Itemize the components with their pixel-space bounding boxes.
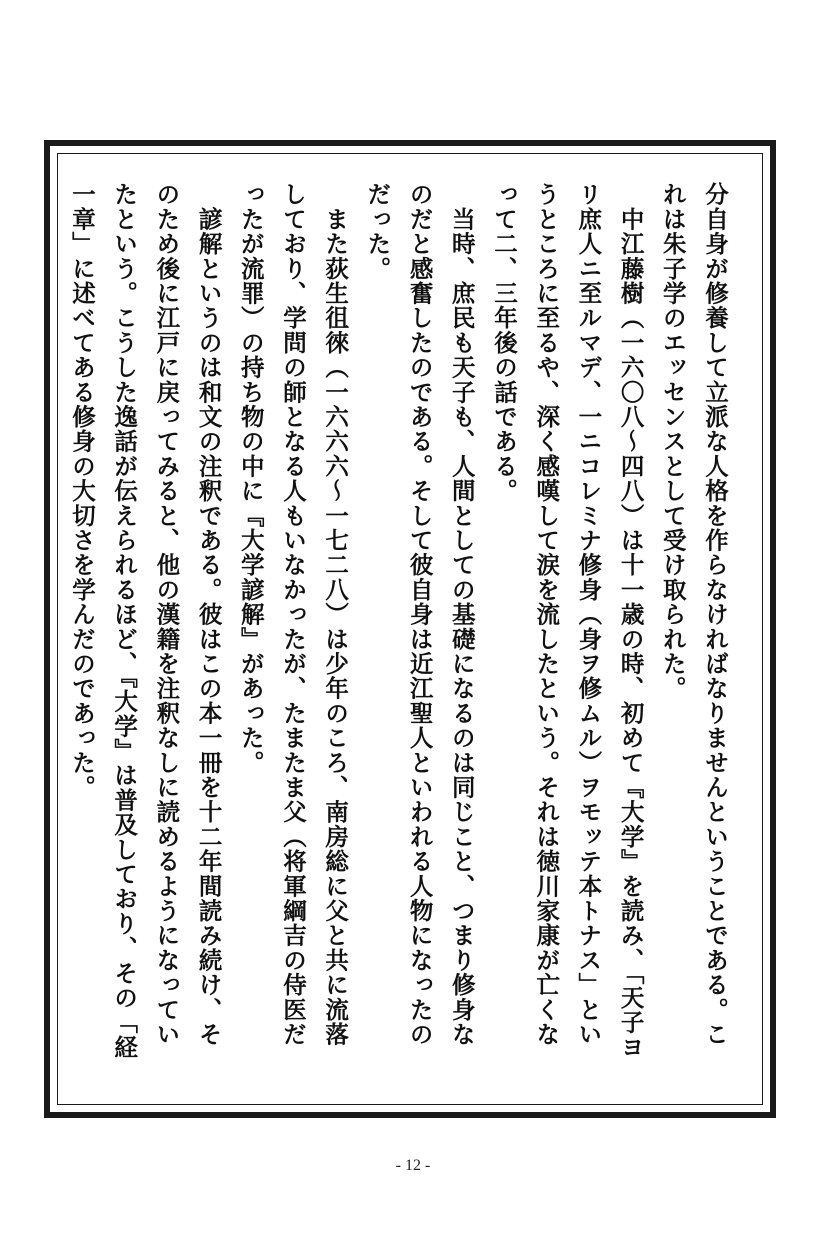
paragraph-5: 諺解というのは和文の注釈である。彼はこの本一冊を十二年間読み続け、そのため後に江戸に戻ってみると、他の漢籍を注釈なしに読めるようになっていたという。こうした逸話が伝えられるほど、『大学』は普及しており、その「経一章」に述べてある修身の大切さを学んだのであった。 <box>67 182 223 1060</box>
page-number: - 12 - <box>395 1157 431 1174</box>
paragraph-4: また荻生徂徠（一六六六～一七二八）は少年のころ、南房総に父と共に流落しており、学問の師となる人もいなかったが、たまたま父（将軍綱吉の侍医だったが流罪）の持ち物の中に『大学諺解』があった。 <box>236 182 350 1047</box>
vertical-text-body <box>67 182 736 1062</box>
paragraph-1: 分自身が修養して立派な人格を作らなければなりませんということである。これは朱子学のエッセンスとして受け取られた。 <box>658 182 729 1047</box>
text-frame <box>44 140 776 1118</box>
paragraph-2: 中江藤樹（一六〇八～四八）は十一歳の時、初めて『大学』を読み、「天子ヨリ庶人ニ至ルマデ、一ニコレミナ修身（身ヲ修ムル）ヲモッテ本トナス」というところに至るや、深く感嘆して涙を流したという。それは徳川家康が亡くなって二、三年後の話である。 <box>489 182 645 1060</box>
paragraph-3: 当時、庶民も天子も、人間としての基礎になるのは同じこと、つまり修身なのだと感奮したのである。そして彼自身は近江聖人といわれる人物になったのだった。 <box>363 182 476 1047</box>
